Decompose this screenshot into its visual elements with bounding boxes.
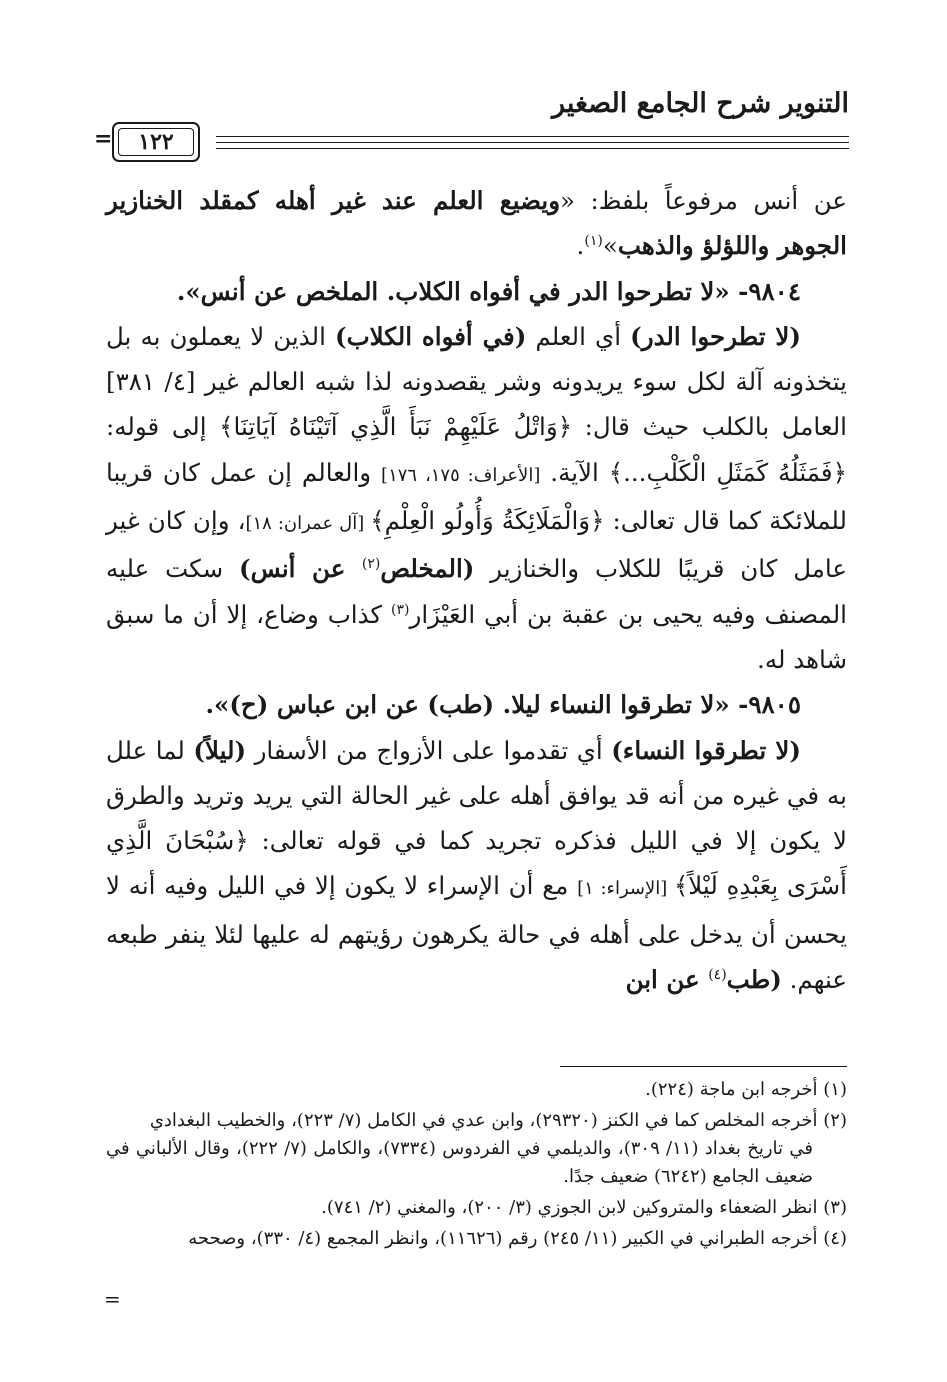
text-span: عن أنس مرفوعاً بلفظ: « — [560, 186, 847, 215]
verse-reference: [الإسراء: ١] — [577, 878, 674, 900]
text-span: أي تقدموا على الأزواج من الأسفار — [246, 735, 612, 765]
footnote-2 — [106, 1107, 847, 1191]
text-span: سكت عليه المصنف وفيه يحيى بن عقبة بن أبي العَيْزَار — [106, 554, 847, 629]
text-span: الذين لا يعملون به بل يتخذونه آلة لكل سوء يريدونه وشر يقصدونه لذا شبه العالم غير [٤/ ٣٨١] العامل بالكلب حيث قال: — [106, 321, 847, 442]
text-span: لما علل به في غيره من أنه قد يوافق أهله على غير الحالة التي يريد وتريد والطرق لا يكون إلا في الليل فذكره تجريد كما في قوله تعالى: — [106, 735, 847, 856]
header-continuation-mark: = — [94, 126, 113, 152]
verse-reference: [آل عمران: ١٨] — [245, 513, 371, 535]
hadith-heading-9804: ٩٨٠٤- «لا تطرحوا الدر في أفواه الكلاب. الملخص عن أنس». — [176, 276, 801, 306]
text-span: . — [576, 231, 585, 261]
hadith-text: ويضيع العلم عند غير أهله كمقلد الخنازير الجوهر واللؤلؤ والذهب — [106, 186, 847, 261]
page-number-frame — [112, 122, 200, 162]
quran-verse: ﴿وَالْمَلَائِكَةُ وَأُولُو الْعِلْمِ﴾ — [370, 506, 605, 536]
footnote-4: (٤) أخرجه الطبراني في الكبير (١١/ ٢٤٥) رقم (١١٦٢٦)، وانظر المجمع (٤/ ٣٣٠)، وصححه — [188, 1228, 847, 1249]
quran-verse: ﴿فَمَثَلُهُ كَمَثَلِ الْكَلْبِ...﴾ — [608, 457, 847, 487]
quoted-phrase: (لا تطرحوا الدر) — [630, 321, 801, 351]
quoted-phrase: (في أفواه الكلاب) — [335, 321, 527, 351]
footnote-2-line: (٢) أخرجه المخلص كما في الكنز (٢٩٣٢٠)، وابن عدي في الكامل (٧/ ٢٢٣)، والخطيب البغدادي — [149, 1110, 847, 1131]
footnote-ref: (٣) — [391, 601, 410, 618]
header-rule-middle — [216, 142, 849, 143]
quoted-phrase: (ليلاً) — [193, 735, 247, 765]
footnote-separator — [560, 1066, 847, 1067]
source-citation: (طب — [726, 965, 782, 995]
quran-verse: ﴿وَاتْلُ عَلَيْهِمْ نَبَأَ الَّذِي آتَيْنَاهُ آيَاتِنَا﴾ — [219, 412, 573, 442]
footnote-2-continuation: في تاريخ بغداد (١١/ ٣٠٩)، والديلمي في الفردوس (٧٣٣٤)، والكامل (٧/ ٢٢٢)، وقال الألباني في ضعيف الجامع (٦٢٤٢) ضعيف جدًا. — [106, 1138, 813, 1187]
hadith-heading-9805: ٩٨٠٥- «لا تطرقوا النساء ليلا. (طب) عن ابن عباس (ح)». — [205, 690, 801, 720]
footnote-ref: (٢) — [361, 556, 381, 573]
source-citation: عن أنس) — [239, 554, 362, 584]
text-span: ، وإن كان غير عامل كان قريبًا للكلاب والخنازير — [106, 506, 848, 584]
paragraph-continued — [106, 178, 847, 269]
verse-reference: [الأعراف: ١٧٥، ١٧٦] — [381, 464, 541, 486]
commentary-paragraph-9804 — [106, 314, 847, 682]
text-span: » — [602, 231, 618, 261]
text-span: أي العلم — [526, 321, 631, 351]
footnote-ref: (٤) — [708, 966, 727, 983]
page-number: ١٢٢ — [118, 128, 194, 156]
text-span: الآية. — [540, 457, 609, 487]
footnote-1: (١) أخرجه ابن ماجة (٢٢٤). — [645, 1079, 847, 1100]
book-title: التنوير شرح الجامع الصغير — [552, 88, 849, 119]
footnote-continuation-mark: = — [104, 1287, 121, 1311]
footnote-ref: (١) — [584, 233, 603, 250]
header-rule-top — [216, 136, 849, 137]
text-span: كذاب وضاع، إلا أن ما سبق شاهد له. — [106, 599, 847, 674]
text-span: مع أن الإسراء لا يكون إلا في الليل وفيه أنه لا يحسن أن يدخل على أهله في حالة يكرهون رؤيتهم له عليها لئلا ينفر طبعه عنهم. — [106, 871, 847, 995]
source-citation: عن ابن — [625, 965, 709, 995]
quran-verse: ﴿سُبْحَانَ الَّذِي أَسْرَى بِعَبْدِهِ لَيْلاً﴾ — [106, 826, 847, 901]
text-span: والعالم إن عمل كان قريبا للملائكة كما قال تعالى: — [106, 457, 847, 536]
source-citation: (المخلص — [380, 554, 475, 584]
commentary-paragraph-9805 — [106, 728, 847, 1003]
footnotes — [106, 1076, 847, 1256]
footnote-3: (٣) انظر الضعفاء والمتروكين لابن الجوزي (٣/ ٢٠٠)، والمغني (٢/ ٧٤١). — [321, 1197, 847, 1218]
quoted-phrase: (لا تطرقوا النساء) — [611, 735, 801, 765]
text-span: إلى قوله: — [106, 412, 220, 442]
main-text — [106, 178, 847, 1002]
header-rule-bottom — [216, 148, 849, 149]
